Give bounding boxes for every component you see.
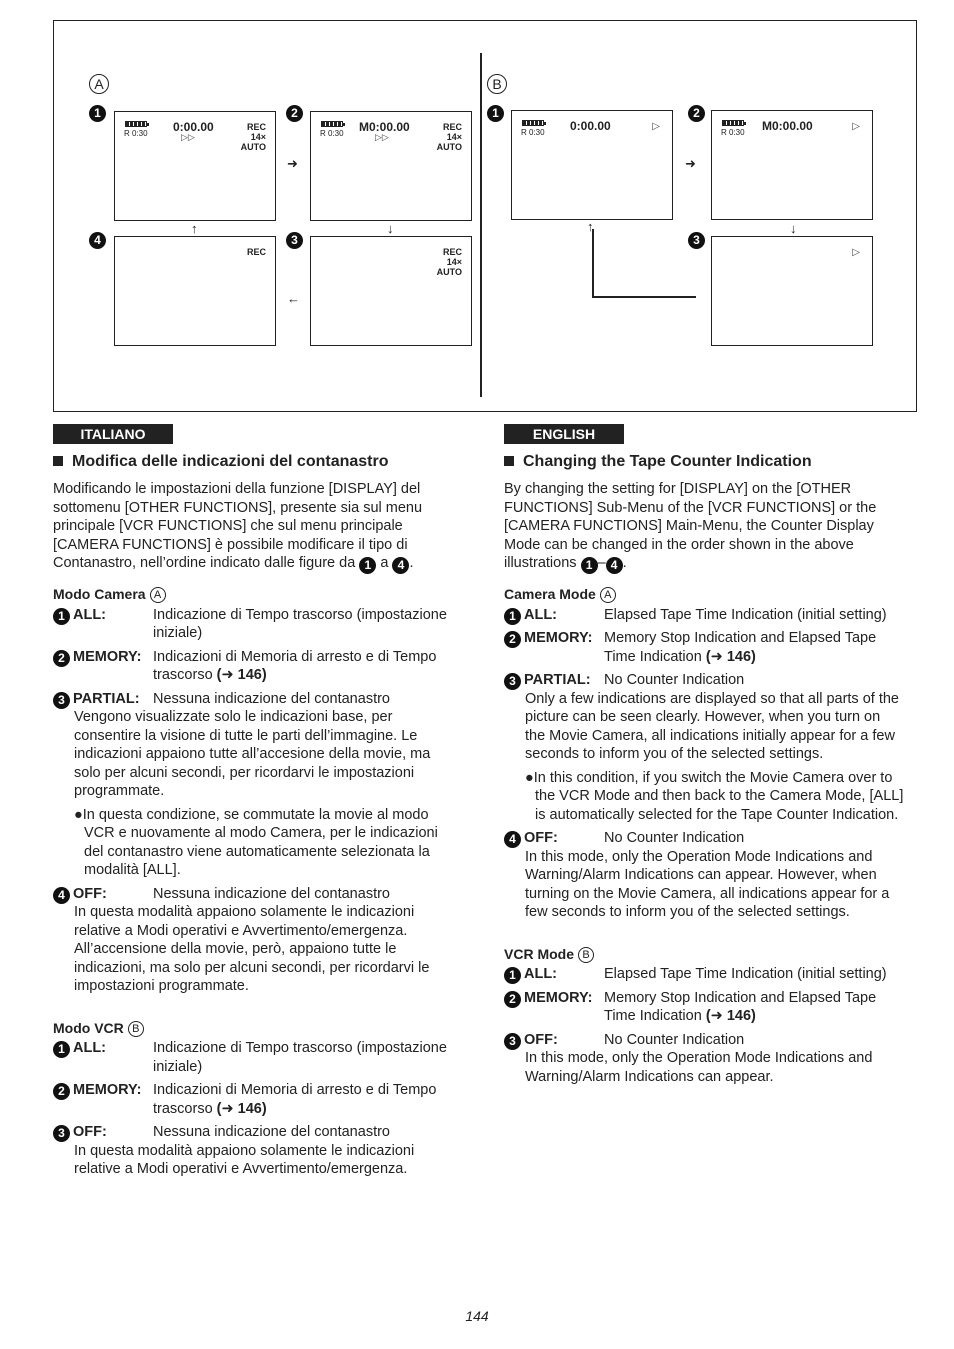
circled-b-icon: B [128, 1021, 144, 1037]
tape-counter: M0:00.00 [762, 119, 813, 133]
section-heading [504, 452, 904, 472]
tape-counter: 0:00.00 [570, 119, 611, 133]
rec-label: REC [442, 247, 462, 257]
item-description: Only a few indications are displayed so that all parts of the picture can be seen clearly. However, when you turn on the Movie Camera, all indications initially appear for a few seconds to inform you of the selected settings. [525, 690, 899, 762]
cam-step-4-number: 4 [89, 232, 106, 249]
vcr-screen-all [511, 110, 673, 220]
arrow-down-icon: ↓ [387, 221, 394, 236]
arrow-right-icon: ➜ [685, 156, 696, 171]
number-3-icon: 3 [53, 692, 70, 709]
remaining-time: R 0:30 [521, 128, 545, 137]
rec-label: REC [246, 122, 266, 132]
number-1-icon: 1 [504, 608, 521, 625]
vcr-item-off [504, 1031, 904, 1050]
item-label: PARTIAL: [524, 672, 591, 688]
rec-indicators [437, 247, 462, 277]
item-text: Memory Stop Indication and Elapsed Tape Time Indication [604, 630, 877, 665]
item-text: Indicazione di Tempo trascorso (impostazione iniziale) [153, 1040, 447, 1075]
italiano-column [53, 452, 453, 1184]
zoom-label: 14× [446, 132, 462, 142]
remaining-time: R 0:30 [124, 129, 148, 138]
cam-screen-off [114, 236, 276, 346]
cam-step-3-number: 3 [286, 232, 303, 249]
number-1-icon: 1 [53, 1041, 70, 1058]
circled-a-icon: A [150, 587, 166, 603]
remaining-time: R 0:30 [320, 129, 344, 138]
camera-mode-text: Camera Mode [504, 586, 596, 602]
fast-forward-icon: ▷▷ [375, 132, 389, 142]
vcr-step-2-number: 2 [688, 105, 705, 122]
label-b: B [487, 74, 507, 94]
cam-screen-partial [310, 236, 472, 346]
auto-label: AUTO [436, 142, 462, 152]
vcr-screen-off [711, 236, 873, 346]
vcr-item-memory [504, 989, 904, 1026]
item-text: Nessuna indicazione del contanastro [153, 885, 390, 902]
english-column [504, 452, 904, 1091]
figure-divider [480, 53, 482, 397]
number-3-icon: 3 [53, 1125, 70, 1142]
camera-mode-heading [53, 585, 453, 604]
item-text: Elapsed Tape Time Indication (initial setting) [604, 606, 887, 623]
vcr-mode-heading [504, 945, 904, 964]
lang-badge-english: ENGLISH [504, 424, 624, 444]
item-label: PARTIAL: [73, 690, 140, 707]
page-number: 144 [465, 1308, 489, 1324]
intro-end: . [622, 555, 627, 571]
play-icon: ▷ [852, 247, 860, 258]
intro-paragraph [504, 480, 904, 574]
item-label: MEMORY: [73, 648, 142, 665]
arrow-right-icon: ➜ [287, 156, 298, 171]
cam-screen-all [114, 111, 276, 221]
cam-step-2-number: 2 [286, 105, 303, 122]
fast-forward-icon: ▷▷ [181, 132, 195, 142]
intro-paragraph [53, 480, 453, 574]
zoom-label: 14× [250, 132, 266, 142]
item-text: No Counter Indication [604, 672, 745, 688]
number-2-icon: 2 [504, 991, 521, 1008]
rec-indicators [247, 247, 266, 257]
number-2-icon: 2 [504, 631, 521, 648]
square-bullet-icon [504, 456, 514, 466]
number-2-icon: 2 [53, 1083, 70, 1100]
circled-b-icon: B [578, 947, 594, 963]
number-3-icon: 3 [504, 1033, 521, 1050]
cam-screen-memory [310, 111, 472, 221]
cam-item-memory [504, 629, 904, 666]
page-reference: (➜ 146) [705, 648, 756, 665]
item-label: OFF: [524, 830, 558, 846]
item-text: Indicazione di Tempo trascorso (impostazione iniziale) [153, 606, 447, 641]
number-1-icon: 1 [504, 967, 521, 984]
page-reference: (➜ 146) [216, 1100, 267, 1117]
page-reference: (➜ 146) [216, 667, 267, 683]
number-1-icon: 1 [581, 557, 598, 574]
item-label: OFF: [524, 1031, 558, 1048]
number-4-icon: 4 [53, 887, 70, 904]
item-label: ALL: [524, 606, 558, 623]
cam-step-1-number: 1 [89, 105, 106, 122]
intro-text: Modificando le impostazioni della funzione [DISPLAY] del sottomenu [OTHER FUNCTIONS], presente sia sul menu principale [VCR FUNCTIONS] che sul menu principale [CAMERA FUNCTIONS] è possibile modificare il tipo di Contanastro, nell’ordine indicato dalle figure da [53, 481, 423, 571]
lang-badge-italiano: ITALIANO [53, 424, 173, 444]
intro-mid: a [376, 555, 393, 571]
vcr-item-memory [53, 1081, 453, 1118]
play-icon: ▷ [852, 121, 860, 132]
circled-a-icon: A [600, 587, 616, 603]
section-heading [53, 452, 453, 472]
battery-icon [522, 120, 544, 126]
item-label: OFF: [73, 885, 107, 902]
item-text: Indicazioni di Memoria di arresto e di Tempo trascorso [153, 648, 437, 683]
item-text: Elapsed Tape Time Indication (initial setting) [604, 966, 887, 982]
item-description: Vengono visualizzate solo le indicazioni base, per consentire la visione di tutte le parti dell’immagine. Le indicazioni appaiono tutte all’accesione della movie, ma solo per alcuni secondi, per ricordarvi le impostazioni programmate. [74, 709, 431, 799]
intro-end: . [409, 555, 414, 571]
cam-item-partial [504, 671, 904, 690]
counter-illustration [53, 20, 917, 412]
vcr-item-all [53, 1039, 453, 1076]
tape-counter: M0:00.00 [359, 120, 410, 134]
item-label: MEMORY: [524, 989, 593, 1006]
intro-text: By changing the setting for [DISPLAY] on the [OTHER FUNCTIONS] Sub-Menu of the [VCR FUNCTIONS] or the [CAMERA FUNCTIONS] Main-Menu, the Counter Display Mode can be changed in the order shown in the above illustrations [504, 481, 877, 571]
return-line-vertical [592, 229, 594, 298]
square-bullet-icon [53, 456, 63, 466]
cam-item-off [53, 885, 453, 904]
vcr-item-off [53, 1123, 453, 1142]
camera-mode-text: Modo Camera [53, 586, 146, 602]
return-line-horizontal [592, 296, 696, 298]
item-text: Indicazioni di Memoria di arresto e di Tempo trascorso [153, 1082, 437, 1117]
item-text: Nessuna indicazione del contanastro [153, 1124, 390, 1140]
rec-label: REC [442, 122, 462, 132]
vcr-screen-memory [711, 110, 873, 220]
intro-mid: – [597, 555, 606, 571]
vcr-item-all [504, 965, 904, 984]
number-4-icon: 4 [504, 831, 521, 848]
item-description: In this mode, only the Operation Mode Indications and Warning/Alarm Indications can appear. [525, 1050, 873, 1085]
vcr-mode-text: VCR Mode [504, 945, 574, 962]
item-text: No Counter Indication [604, 1031, 745, 1048]
remaining-time: R 0:30 [721, 128, 745, 137]
item-label: OFF: [73, 1124, 107, 1140]
page-reference: (➜ 146) [705, 1008, 756, 1024]
cam-item-memory [53, 648, 453, 685]
battery-icon [321, 121, 343, 127]
heading-text: Modifica delle indicazioni del contanastro [72, 453, 389, 470]
heading-text: Changing the Tape Counter Indication [523, 453, 812, 470]
item-label: MEMORY: [73, 1082, 142, 1098]
rec-indicators [241, 122, 266, 152]
vcr-mode-text: Modo VCR [53, 1019, 124, 1036]
arrow-up-icon: ↑ [587, 219, 594, 234]
item-text: No Counter Indication [604, 830, 745, 846]
item-description: In questa modalità appaiono solamente le indicazioni relative a Modi operativi e Avvertimento/emergenza. All’accensione della movie, però, appaiono tutte le indicazioni, ma solo per alcuni secondi, per ricordarvi le impostazioni programmate. [74, 904, 430, 994]
item-description: In this mode, only the Operation Mode Indications and Warning/Alarm Indications can appear. However, when turning on the Movie Camera, all indications appear for a few seconds to inform you of the selected settings. [525, 848, 890, 920]
play-icon: ▷ [652, 121, 660, 132]
auto-label: AUTO [240, 142, 266, 152]
item-label: MEMORY: [524, 630, 593, 646]
vcr-mode-heading [53, 1019, 453, 1038]
bullet-note: ●In this condition, if you switch the Movie Camera over to the VCR Mode and then back to the Camera Mode, [ALL] is automatically selected for the Tape Counter Indication. [525, 769, 904, 823]
cam-item-off [504, 829, 904, 848]
cam-item-all [53, 606, 453, 643]
item-text: Nessuna indicazione del contanastro [153, 690, 390, 707]
battery-icon [125, 121, 147, 127]
vcr-step-3-number: 3 [688, 232, 705, 249]
number-2-icon: 2 [53, 650, 70, 667]
battery-icon [722, 120, 744, 126]
zoom-label: 14× [446, 257, 462, 267]
arrow-left-icon: ← [287, 291, 300, 306]
cam-item-partial [53, 690, 453, 709]
bullet-note: ●In questa condizione, se commutate la movie al modo VCR e nuovamente al modo Camera, per le indicazioni del contanastro viene automaticamente selezionata la modalità [ALL]. [74, 806, 438, 878]
item-label: ALL: [73, 606, 107, 623]
rec-label: REC [246, 247, 266, 257]
number-1-icon: 1 [359, 557, 376, 574]
arrow-down-icon: ↓ [790, 221, 797, 236]
item-description: In questa modalità appaiono solamente le indicazioni relative a Modi operativi e Avvertimento/emergenza. [74, 1142, 415, 1177]
item-label: ALL: [524, 966, 558, 982]
number-4-icon: 4 [606, 557, 623, 574]
label-a: A [89, 74, 109, 94]
number-4-icon: 4 [392, 557, 409, 574]
camera-mode-heading [504, 585, 904, 604]
vcr-step-1-number: 1 [487, 105, 504, 122]
item-text: Memory Stop Indication and Elapsed Tape Time Indication [604, 989, 877, 1024]
number-3-icon: 3 [504, 673, 521, 690]
rec-indicators [437, 122, 462, 152]
cam-item-all [504, 606, 904, 625]
arrow-up-icon: ↑ [191, 221, 198, 236]
auto-label: AUTO [436, 267, 462, 277]
item-label: ALL: [73, 1040, 107, 1056]
tape-counter: 0:00.00 [173, 120, 214, 134]
number-1-icon: 1 [53, 608, 70, 625]
